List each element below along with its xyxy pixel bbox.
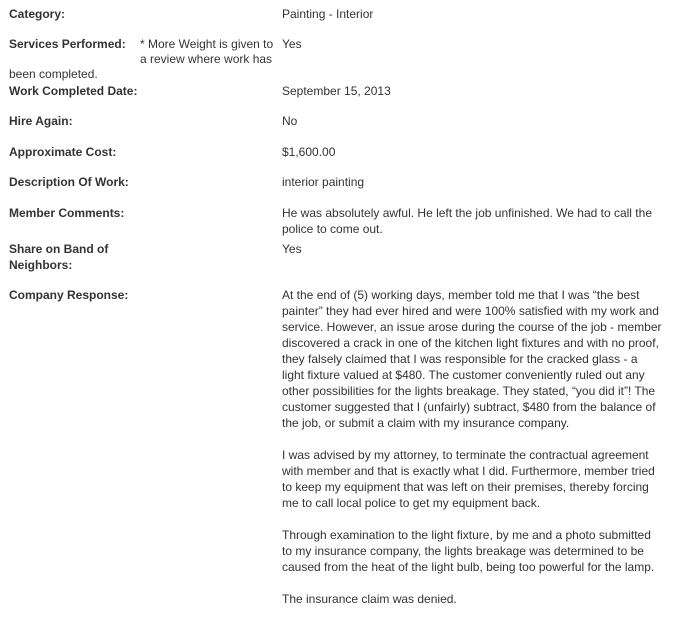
company-response-paragraph: The insurance claim was denied. <box>282 592 457 606</box>
services-value: Yes <box>282 37 302 51</box>
share-label-line1: Share on Band of <box>9 242 109 256</box>
company-response-label: Company Response: <box>9 288 129 302</box>
cost-label: Approximate Cost: <box>9 145 117 159</box>
services-label: Services Performed: <box>9 37 126 51</box>
description-label: Description Of Work: <box>9 175 129 189</box>
company-response-paragraph: At the end of (5) working days, member told me that I was “the best painter” they had ever hired and were 100% satisfied with my work and service. However, an issue arose during the course of the job - member discovered a crack in one of the kitchen light fixtures and with no proof, they falsely claimed that I was responsible for the cracked glass - a light fixture valued at $480. The customer conveniently ruled out any other possibilities for the lights breakage. They stated, “you did it”! The customer suggested that I (unfairly) subtract, $480 from the balance of the job, or submit a claim with my insurance company. <box>282 288 662 430</box>
category-label: Category: <box>9 7 66 21</box>
company-response-paragraph: Through examination to the light fixture, by me and a photo submitted to my insurance company, the lights breakage was determined to be caused from the heat of the light bulb, being too powerful for the lamp. <box>282 528 655 574</box>
hire-again-label: Hire Again: <box>9 114 73 128</box>
company-response-paragraph: I was advised by my attorney, to terminate the contractual agreement with member and that is exactly what I did. Furthermore, member tried to keep my equipment that was left on their premises, thereby forcing me to call local police to get my equipment back. <box>282 448 655 510</box>
share-label-line2: Neighbors: <box>9 258 73 272</box>
member-comments-value: He was absolutely awful. He left the job unfinished. We had to call the police to come out. <box>282 206 652 236</box>
completed-date-label: Work Completed Date: <box>9 84 138 98</box>
services-note-line1: * More Weight is given to <box>140 37 274 51</box>
completed-date-value: September 15, 2013 <box>282 84 391 98</box>
share-label <box>9 241 108 273</box>
services-note <box>140 37 278 67</box>
description-value: interior painting <box>282 175 365 189</box>
category-value: Painting - Interior <box>282 7 374 21</box>
share-value: Yes <box>282 242 302 256</box>
cost-value: $1,600.00 <box>282 145 336 159</box>
member-comments-label: Member Comments: <box>9 206 125 220</box>
company-response-value <box>282 287 662 623</box>
services-note-line2: a review where work has <box>140 52 273 66</box>
hire-again-value: No <box>282 114 298 128</box>
services-note-line3: been completed. <box>9 67 98 81</box>
